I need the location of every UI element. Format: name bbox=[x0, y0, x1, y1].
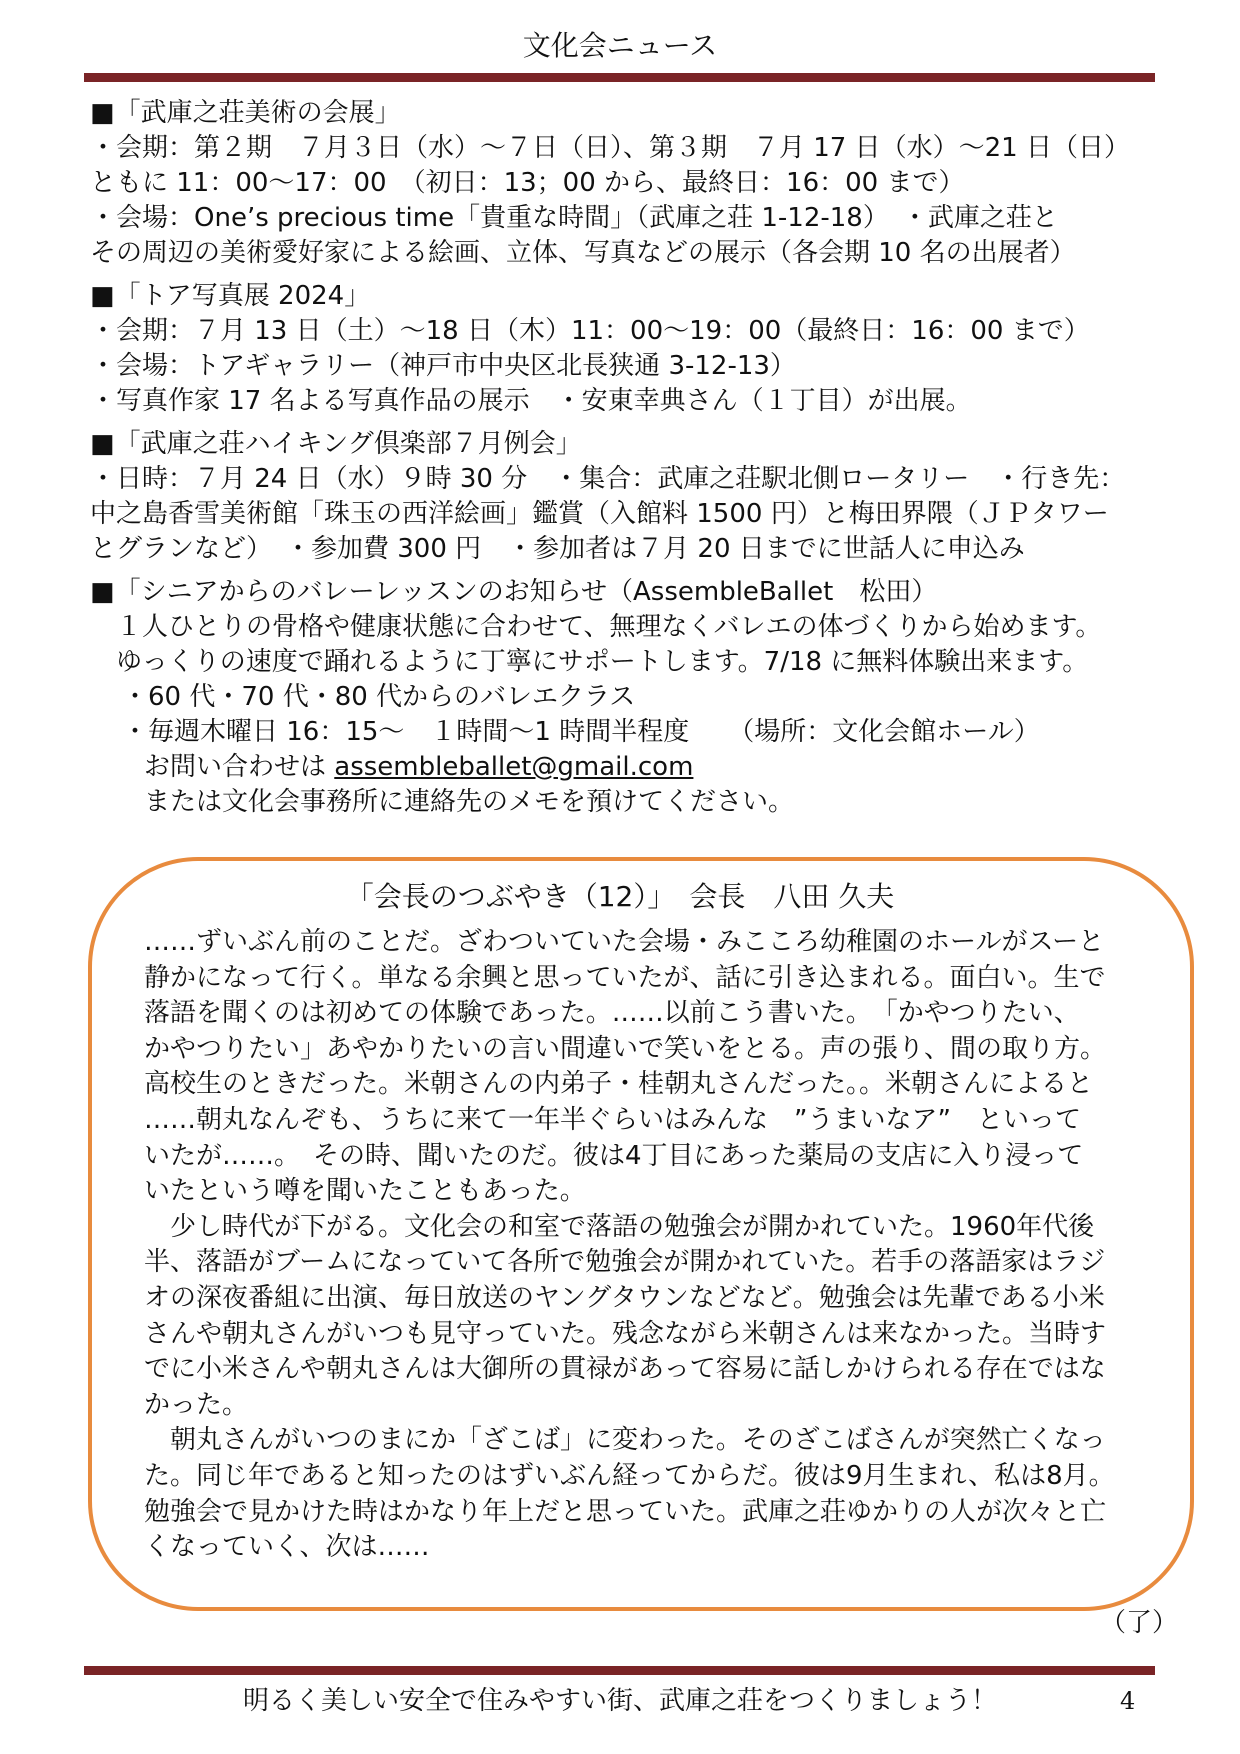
column-line: かった。 bbox=[144, 1389, 249, 1420]
column-line: 勉強会で見かけた時はかなり年上だと思っていた。武庫之荘ゆかりの人が次々と亡 bbox=[144, 1496, 1107, 1527]
column-line: ……ずいぶん前のことだ。ざわついていた会場・みこころ幼稚園のホールがスーと bbox=[144, 927, 1105, 957]
footer-slogan: 明るく美しい安全で住みやすい街、武庫之荘をつくりましょう！ bbox=[242, 1686, 997, 1716]
section-title: ■「武庫之荘ハイキング倶楽部７月例会」 bbox=[90, 429, 582, 459]
ballet-contact bbox=[90, 750, 1160, 785]
section-line: ・日時：７月 24 日（水）９時 30 分 ・集合：武庫之荘駅北側ロータリー ・行き先： bbox=[90, 464, 1126, 494]
column-line: 落語を聞くのは初めての体験であった。……以前こう書いた。 「かやつりたい、 bbox=[144, 998, 1080, 1029]
header-divider bbox=[84, 73, 1155, 82]
column-body bbox=[144, 925, 1144, 1566]
announcements bbox=[90, 96, 1160, 828]
column-title: 「会長のつぶやき（12）」 会長 八田 久夫 bbox=[345, 880, 895, 913]
column-line: かやつりたい」あやかりたいの言い間違いで笑いをとる。声の張り、間の取り方。 bbox=[144, 1033, 1107, 1064]
newsletter-title: 文化会ニュース bbox=[522, 29, 718, 62]
hiking-club-section bbox=[90, 427, 1160, 567]
photo-exhibition-section bbox=[90, 279, 1160, 419]
section-line: ・会場：トアギャラリー（神戸市中央区北長狭通 3-12-13） bbox=[90, 351, 796, 381]
column-line: 高校生のときだった。米朝さんの内弟子・桂朝丸さんだった。。米朝さんによると bbox=[144, 1069, 1094, 1100]
ballet-intro-line: １人ひとりの骨格や健康状態に合わせて、無理なくバレエの体づくりから始めます。 bbox=[116, 612, 1102, 642]
column-line: た。同じ年であると知ったのはずいぶん経ってからだ。彼は9月生まれ、私は8月。 bbox=[144, 1460, 1115, 1491]
contact-email-link[interactable]: assembleballet@gmail.com bbox=[334, 752, 694, 782]
column-signature: （了） bbox=[1100, 1608, 1179, 1638]
column-line: くなっていく、次は…… bbox=[144, 1532, 430, 1563]
column-line: 静かになって行く。単なる余興と思っていたが、話に引き込まれる。面白い。生で bbox=[144, 962, 1106, 993]
contact-prefix: お問い合わせは bbox=[144, 752, 335, 782]
section-title: ■「武庫之荘美術の会展」 bbox=[90, 98, 401, 128]
column-line: ……朝丸なんぞも、うちに来て一年半ぐらいはみんな ”うまいなア” といって bbox=[144, 1104, 1081, 1135]
ballet-contact-note: または文化会事務所に連絡先のメモを預けてください。 bbox=[144, 787, 795, 817]
column-line: いたという噂を聞いたこともあった。 bbox=[144, 1176, 586, 1207]
section-line: ともに 11：00～17：00 （初日：13；00 から、最終日：16：00 まで） bbox=[90, 168, 965, 198]
section-title: ■「シニアからのバレーレッスンのお知らせ（AssembleBallet 松田） bbox=[90, 577, 938, 607]
section-line: 中之島香雪美術館「珠玉の西洋絵画」鑑賞（入館料 1500 円）と梅田界隈（ＪＰタワー bbox=[90, 499, 1109, 529]
section-line: ・会期：第２期 ７月３日（水）～７日（日）、第３期 ７月 17 日（水）～21 日（日） bbox=[90, 133, 1130, 163]
section-line: ・会場：One’s precious time「貴重な時間」（武庫之荘 1-12-18） ・武庫之荘と bbox=[90, 203, 1058, 233]
art-exhibition-section bbox=[90, 96, 1160, 271]
footer-divider bbox=[84, 1666, 1155, 1675]
column-line: いたが……。 その時、聞いたのだ。彼は4丁目にあった薬局の支店に入り浸って bbox=[144, 1140, 1084, 1171]
section-line: ・写真作家 17 名よる写真作品の展示 ・安東幸典さん（１丁目）が出展。 bbox=[90, 386, 972, 416]
column-line: 朝丸さんがいつのまにか「ざこば」に変わった。そのざこばさんが突然亡くなっ bbox=[144, 1425, 1106, 1456]
ballet-bullet: ・毎週木曜日 16：15～ １時間～1 時間半程度 （場所：文化会館ホール） bbox=[122, 717, 1040, 747]
section-line: ・会期：７月 13 日（土）～18 日（木）11：00～19：00（最終日：16：00 まで） bbox=[90, 316, 1090, 346]
ballet-bullet: ・60 代・70 代・80 代からのバレエクラス bbox=[122, 682, 636, 712]
column-line: でに小米さんや朝丸さんは大御所の貫禄があって容易に話しかけられる存在ではな bbox=[144, 1354, 1106, 1385]
column-line: さんや朝丸さんがいつも見守っていた。残念ながら米朝さんは来なかった。当時す bbox=[144, 1318, 1107, 1349]
column-line: オの深夜番組に出演、毎日放送のヤングタウンなどなど。勉強会は先輩である小米 bbox=[144, 1282, 1105, 1313]
section-title: ■「トア写真展 2024」 bbox=[90, 281, 371, 311]
page-number: 4 bbox=[1120, 1687, 1136, 1715]
ballet-lesson-section bbox=[90, 575, 1160, 820]
section-line: その周辺の美術愛好家による絵画、立体、写真などの展示（各会期 10 名の出展者） bbox=[90, 238, 1076, 268]
column-line: 半、落語がブームになっていて各所で勉強会が開かれていた。若手の落語家はラジ bbox=[144, 1247, 1106, 1278]
ballet-intro-line: ゆっくりの速度で踊れるように丁寧にサポートします。7/18 に無料体験出来ます。 bbox=[116, 647, 1089, 677]
column-line: 少し時代が下がる。文化会の和室で落語の勉強会が開かれていた。1960年代後 bbox=[144, 1211, 1095, 1242]
section-line: とグランなど） ・参加費 300 円 ・参加者は７月 20 日までに世話人に申込み bbox=[90, 534, 1025, 564]
